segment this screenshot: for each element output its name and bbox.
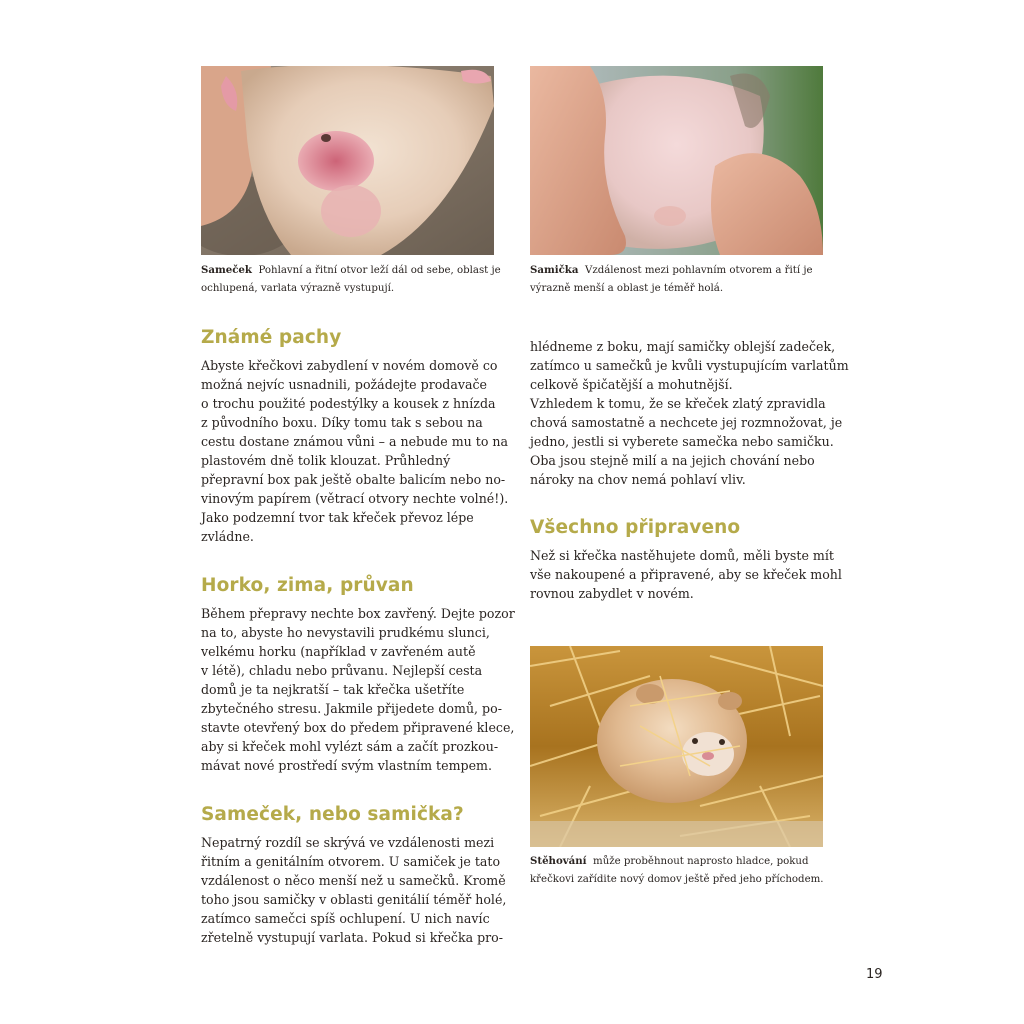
text-line: toho jsou samičky v oblasti genitálií téměř holé, — [201, 892, 507, 907]
caption-female — [530, 262, 826, 297]
caption-female-text: Vzdálenost mezi pohlavním otvorem a řití je výrazně menší a oblast je téměř holá. — [530, 265, 813, 294]
paragraph-samecek-nebo-samicka — [201, 833, 506, 947]
text-line: plastovém dně tolik klouzat. Průhledný — [201, 453, 451, 468]
caption-female-title: Samička — [530, 264, 579, 276]
caption-straw-title: Stěhování — [530, 855, 587, 867]
text-line: velkému horku (například v zavřeném autě — [201, 644, 476, 659]
paragraph-horko-zima-pruvan — [201, 604, 515, 775]
text-line: vinovým papírem (větrací otvory nechte volné!). — [201, 491, 509, 506]
text-line: Než si křečka nastěhujete domů, měli byste mít — [530, 548, 834, 563]
text-line: jedno, jestli si vyberete samečka nebo samičku. — [530, 434, 834, 449]
text-line: Jako podzemní tvor tak křeček převoz lépe — [201, 510, 474, 525]
text-line: Nepatrný rozdíl se skrývá ve vzdálenosti mezi — [201, 835, 495, 850]
heading-samecek-nebo-samicka: Sameček, nebo samička? — [201, 804, 464, 825]
caption-straw — [530, 853, 830, 888]
text-line: vše nakoupené a připravené, aby se křeček mohl — [530, 567, 842, 582]
text-line: možná nejvíc usnadnili, požádejte prodavače — [201, 377, 487, 392]
text-line: zatímco u samečků je kvůli vystupujícím varlatům — [530, 358, 849, 373]
text-line: domů je ta nejkratší – tak křečka ušetříte — [201, 682, 465, 697]
text-line: na to, abyste ho nevystavili prudkému slunci, — [201, 625, 490, 640]
paragraph-zname-pachy — [201, 356, 508, 546]
text-line: celkově špičatější a mohutnější. — [530, 377, 733, 392]
caption-male-text: Pohlavní a řitní otvor leží dál od sebe, oblast je ochlupená, varlata výrazně vystupují. — [201, 265, 501, 294]
text-line: z původního boxu. Díky tomu tak s sebou na — [201, 415, 483, 430]
text-line: Abyste křečkovi zabydlení v novém domově co — [201, 358, 498, 373]
text-line: o trochu použité podestýlky a kousek z hnízda — [201, 396, 496, 411]
caption-straw-text: může proběhnout naprosto hladce, pokud křečkovi zařídite nový domov ještě před jeho příchodem. — [530, 856, 824, 885]
text-line: přepravní box pak ještě obalte balicím nebo no- — [201, 472, 506, 487]
text-line: cestu dostane známou vůni – a nebude mu to na — [201, 434, 509, 449]
text-line: Vzhledem k tomu, že se křeček zlatý zpravidla — [530, 396, 826, 411]
page-number: 19 — [866, 967, 883, 982]
text-line: nároky na chov nemá pohlaví vliv. — [530, 472, 746, 487]
heading-vsechno-pripraveno: Všechno připraveno — [530, 517, 741, 538]
photo-male-hamster — [201, 66, 494, 255]
paragraph-samecek-continued — [530, 337, 849, 489]
text-line: chová samostatně a nechcete jej rozmnožovat, je — [530, 415, 843, 430]
caption-male — [201, 262, 501, 297]
text-line: stavte otevřený box do předem připravené klece, — [201, 720, 515, 735]
heading-horko-zima-pruvan: Horko, zima, průvan — [201, 575, 414, 596]
text-line: Během přepravy nechte box zavřený. Dejte pozor — [201, 606, 515, 621]
heading-zname-pachy: Známé pachy — [201, 327, 342, 348]
text-line: zvládne. — [201, 529, 254, 544]
text-line: v létě), chladu nebo průvanu. Nejlepší cesta — [201, 663, 483, 678]
photo-hamster-in-straw — [530, 646, 823, 847]
text-line: řitním a genitálním otvorem. U samiček je tato — [201, 854, 501, 869]
caption-male-title: Sameček — [201, 264, 252, 276]
text-line: zřetelně vystupují varlata. Pokud si křečka pro- — [201, 930, 504, 945]
text-line: zatímco samečci spíš ochlupení. U nich navíc — [201, 911, 490, 926]
text-line: hlédneme z boku, mají samičky oblejší zadeček, — [530, 339, 836, 354]
photo-female-hamster — [530, 66, 823, 255]
paragraph-vsechno-pripraveno — [530, 546, 842, 603]
text-line: zbytečného stresu. Jakmile přijedete domů, po- — [201, 701, 502, 716]
text-line: vzdálenost o něco menší než u samečků. Kromě — [201, 873, 506, 888]
text-line: aby si křeček mohl vylézt sám a začít prozkou- — [201, 739, 499, 754]
text-line: mávat nové prostředí svým vlastním tempem. — [201, 758, 492, 773]
text-line: Oba jsou stejně milí a na jejich chování nebo — [530, 453, 815, 468]
text-line: rovnou zabydlet v novém. — [530, 586, 694, 601]
